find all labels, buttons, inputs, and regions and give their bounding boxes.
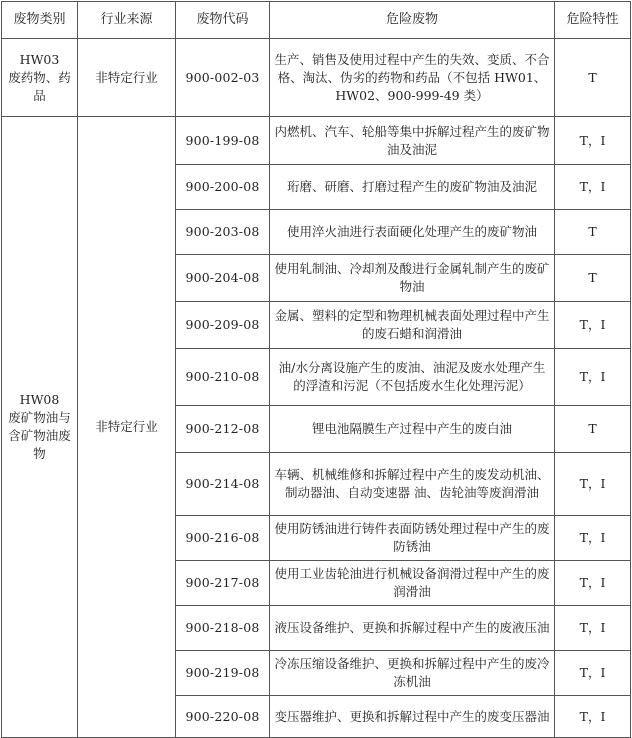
- hazard-characteristic: T，I: [555, 349, 631, 406]
- header-hazard: 危险特性: [555, 2, 631, 39]
- hazard-characteristic: T，I: [555, 453, 631, 516]
- waste-description: 内燃机、汽车、轮船等集中拆解过程产生的废矿物油及油泥: [270, 117, 555, 165]
- waste-description: 珩磨、研磨、打磨过程产生的废矿物油及油泥: [270, 165, 555, 210]
- header-waste: 危险废物: [270, 2, 555, 39]
- waste-description: 使用轧制油、冷却剂及酸进行金属轧制产生的废矿物油: [270, 255, 555, 302]
- waste-code: 900-200-08: [176, 165, 270, 210]
- hazard-characteristic: T，I: [555, 302, 631, 349]
- waste-description: 使用工业齿轮油进行机械设备润滑过程中产生的废润滑油: [270, 561, 555, 606]
- waste-code: 900-217-08: [176, 561, 270, 606]
- waste-description: 使用淬火油进行表面硬化处理产生的废矿物油: [270, 210, 555, 255]
- source-cell: 非特定行业: [78, 39, 176, 117]
- waste-code: 900-219-08: [176, 651, 270, 696]
- category-name: 废矿物油与含矿物油废物: [8, 410, 71, 461]
- waste-description: 冷冻压缩设备维护、更换和拆解过程中产生的废冷冻机油: [270, 651, 555, 696]
- table-row: [2, 39, 631, 117]
- waste-code: 900-218-08: [176, 606, 270, 651]
- category-code: HW03: [19, 51, 60, 67]
- category-code: HW08: [19, 392, 60, 407]
- waste-code: 900-212-08: [176, 406, 270, 453]
- category-cell: [2, 117, 78, 738]
- waste-description: 变压器维护、更换和拆解过程中产生的废变压器油: [270, 696, 555, 738]
- waste-description: 金属、塑料的定型和物理机械表面处理过程中产生的废石蜡和润滑油: [270, 302, 555, 349]
- table-row: [2, 117, 631, 165]
- hazard-characteristic: T: [555, 210, 631, 255]
- hazard-characteristic: T: [555, 406, 631, 453]
- waste-description: 生产、销售及使用过程中产生的失效、变质、不合格、淘汰、伪劣的药物和药品（不包括 HW01、HW02、900-999-49 类）: [270, 39, 555, 117]
- waste-description: 液压设备维护、更换和拆解过程中产生的废液压油: [270, 606, 555, 651]
- category-name: 废药物、药品: [8, 69, 71, 103]
- waste-code: 900-210-08: [176, 349, 270, 406]
- waste-code: 900-220-08: [176, 696, 270, 738]
- hazard-characteristic: T: [555, 39, 631, 117]
- hazardous-waste-table: [1, 1, 631, 738]
- waste-code: 900-203-08: [176, 210, 270, 255]
- hazard-characteristic: T，I: [555, 651, 631, 696]
- waste-description: 锂电池隔膜生产过程中产生的废白油: [270, 406, 555, 453]
- header-category: 废物类别: [2, 2, 78, 39]
- waste-code: 900-216-08: [176, 516, 270, 561]
- waste-code: 900-214-08: [176, 453, 270, 516]
- waste-description: 油/水分离设施产生的废油、油泥及废水处理产生的浮渣和污泥（不包括废水生化处理污泥）: [270, 349, 555, 406]
- waste-code: 900-002-03: [176, 39, 270, 117]
- hazard-characteristic: T，I: [555, 606, 631, 651]
- waste-code: 900-199-08: [176, 117, 270, 165]
- source-cell: 非特定行业: [78, 117, 176, 738]
- hazard-characteristic: T，I: [555, 516, 631, 561]
- waste-code: 900-209-08: [176, 302, 270, 349]
- waste-description: 使用防锈油进行铸件表面防锈处理过程中产生的废防锈油: [270, 516, 555, 561]
- category-cell: [2, 39, 78, 117]
- header-row: [2, 2, 631, 39]
- hazard-characteristic: T，I: [555, 117, 631, 165]
- header-code: 废物代码: [176, 2, 270, 39]
- waste-description: 车辆、机械维修和拆解过程中产生的废发动机油、制动器油、自动变速器 油、齿轮油等废润滑油: [270, 453, 555, 516]
- hazard-characteristic: T，I: [555, 561, 631, 606]
- hazard-characteristic: T，I: [555, 696, 631, 738]
- hazard-characteristic: T: [555, 255, 631, 302]
- waste-code: 900-204-08: [176, 255, 270, 302]
- header-source: 行业来源: [78, 2, 176, 39]
- hazard-characteristic: T，I: [555, 165, 631, 210]
